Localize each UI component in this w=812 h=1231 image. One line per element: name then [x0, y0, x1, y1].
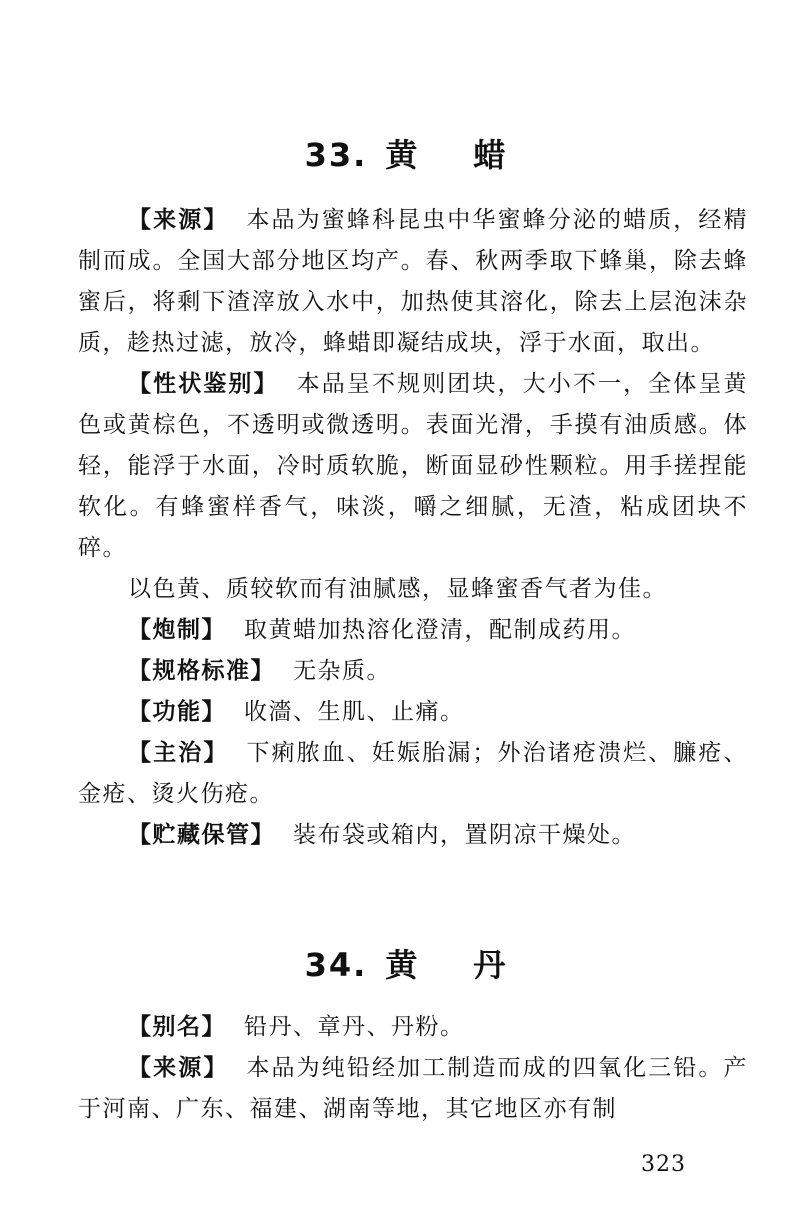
paragraph-text: 下痢脓血、妊娠胎漏；外治诸疮溃烂、臁疮、金疮、烫火伤疮。: [78, 740, 749, 807]
section-34-paragraph-alias: [78, 1007, 748, 1048]
section-34-title-char-2: 丹: [473, 946, 508, 984]
section-33-paragraph-identification: [78, 364, 748, 569]
section-34-paragraph-source: [78, 1048, 748, 1130]
paragraph-text: 收濇、生肌、止痛。: [244, 699, 465, 725]
section-34-number: 34.: [304, 946, 368, 984]
section-33-paragraph-indications: [78, 733, 748, 815]
paragraph-text: 本品呈不规则团块，大小不一，全体呈黄色或黄棕色，不透明或微透明。表面光滑，手摸有油质感。体轻，能浮于水面，冷时质软脆，断面显砂性颗粒。用手搓捏能软化。有蜂蜜样香气，味淡，嚼之细腻，无渣，粘成团块不碎。: [78, 371, 749, 561]
label-identification: 【性状鉴别】: [128, 371, 279, 397]
section-33-title-char-2: 蜡: [473, 136, 508, 174]
section-33-number: 33.: [304, 136, 368, 174]
section-33-paragraph-quality: [78, 569, 748, 610]
label-source: 【来源】: [128, 207, 229, 233]
paragraph-text: 取黄蜡加热溶化澄清，配制成药用。: [244, 617, 636, 643]
section-34-title-char-1: 黄: [385, 946, 420, 984]
section-34-title: [0, 940, 812, 986]
paragraph-text: 以色黄、质较软而有油腻感，显蜂蜜香气者为佳。: [128, 576, 667, 602]
label-processing: 【炮制】: [128, 617, 226, 643]
section-33-title-char-1: 黄: [385, 136, 420, 174]
label-source: 【来源】: [128, 1055, 229, 1081]
paragraph-text: 铅丹、章丹、丹粉。: [244, 1014, 465, 1040]
page-number: 323: [641, 1152, 686, 1177]
section-33-paragraph-storage: [78, 815, 748, 856]
section-34-body: [78, 1007, 748, 1130]
paragraph-text: 本品为蜜蜂科昆虫中华蜜蜂分泌的蜡质，经精制而成。全国大部分地区均产。春、秋两季取下蜂巢，除去蜂蜜后，将剩下渣滓放入水中，加热使其溶化，除去上层泡沫杂质，趁热过滤，放冷，蜂蜡即凝结成块，浮于水面，取出。: [78, 207, 749, 356]
label-indications: 【主治】: [128, 740, 229, 766]
section-33-paragraph-function: [78, 692, 748, 733]
label-function: 【功能】: [128, 699, 226, 725]
label-storage: 【贮藏保管】: [128, 822, 275, 848]
label-standard: 【规格标准】: [128, 658, 275, 684]
paragraph-text: 本品为纯铅经加工制造而成的四氧化三铅。产于河南、广东、福建、湖南等地，其它地区亦有制: [78, 1055, 749, 1122]
section-33-body: [78, 200, 748, 856]
label-alias: 【别名】: [128, 1014, 226, 1040]
section-33-paragraph-processing: [78, 610, 748, 651]
paragraph-text: 装布袋或箱内，置阴凉干燥处。: [293, 822, 636, 848]
section-33-title: [0, 130, 812, 176]
section-33-paragraph-standard: [78, 651, 748, 692]
paragraph-text: 无杂质。: [293, 658, 391, 684]
section-33-paragraph-source: [78, 200, 748, 364]
